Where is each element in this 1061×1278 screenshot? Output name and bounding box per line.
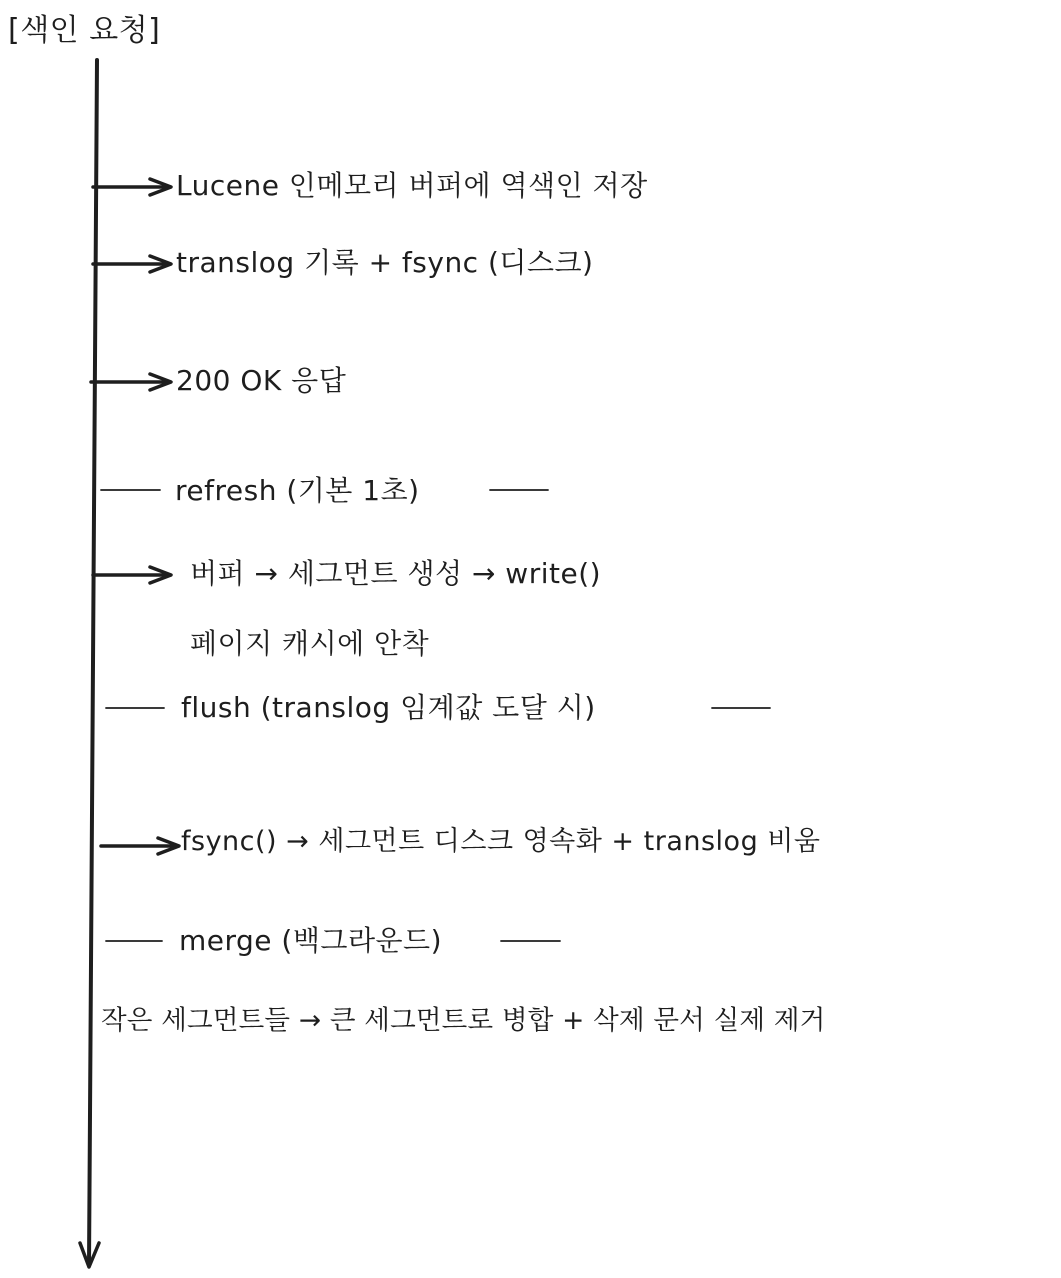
step-merge-desc-label: 작은 세그먼트들 → 큰 세그먼트로 병합 + 삭제 문서 실제 제거 — [101, 1005, 826, 1036]
timeline-axis — [89, 60, 97, 1265]
arrow-write — [93, 567, 171, 583]
section-refresh-label: refresh (기본 1초) — [175, 474, 420, 507]
step-lucene-label: Lucene 인메모리 버퍼에 역색인 저장 — [176, 169, 648, 202]
step-pagecache-label: 페이지 캐시에 안착 — [190, 627, 430, 660]
step-fsync-label: fsync() → 세그먼트 디스크 영속화 + translog 비움 — [181, 826, 821, 857]
arrow-translog — [93, 256, 171, 272]
arrow-fsync — [101, 838, 179, 854]
section-flush-label: flush (translog 임계값 도달 시) — [181, 691, 596, 724]
step-ok-label: 200 OK 응답 — [176, 364, 347, 397]
arrow-lucene — [93, 179, 171, 195]
arrow-ok — [91, 374, 171, 390]
step-translog-label: translog 기록 + fsync (디스크) — [176, 246, 594, 279]
step-write-label: 버퍼 → 세그먼트 생성 → write() — [190, 557, 602, 590]
section-merge-label: merge (백그라운드) — [179, 924, 443, 957]
diagram-title: [색인 요청] — [8, 13, 161, 48]
